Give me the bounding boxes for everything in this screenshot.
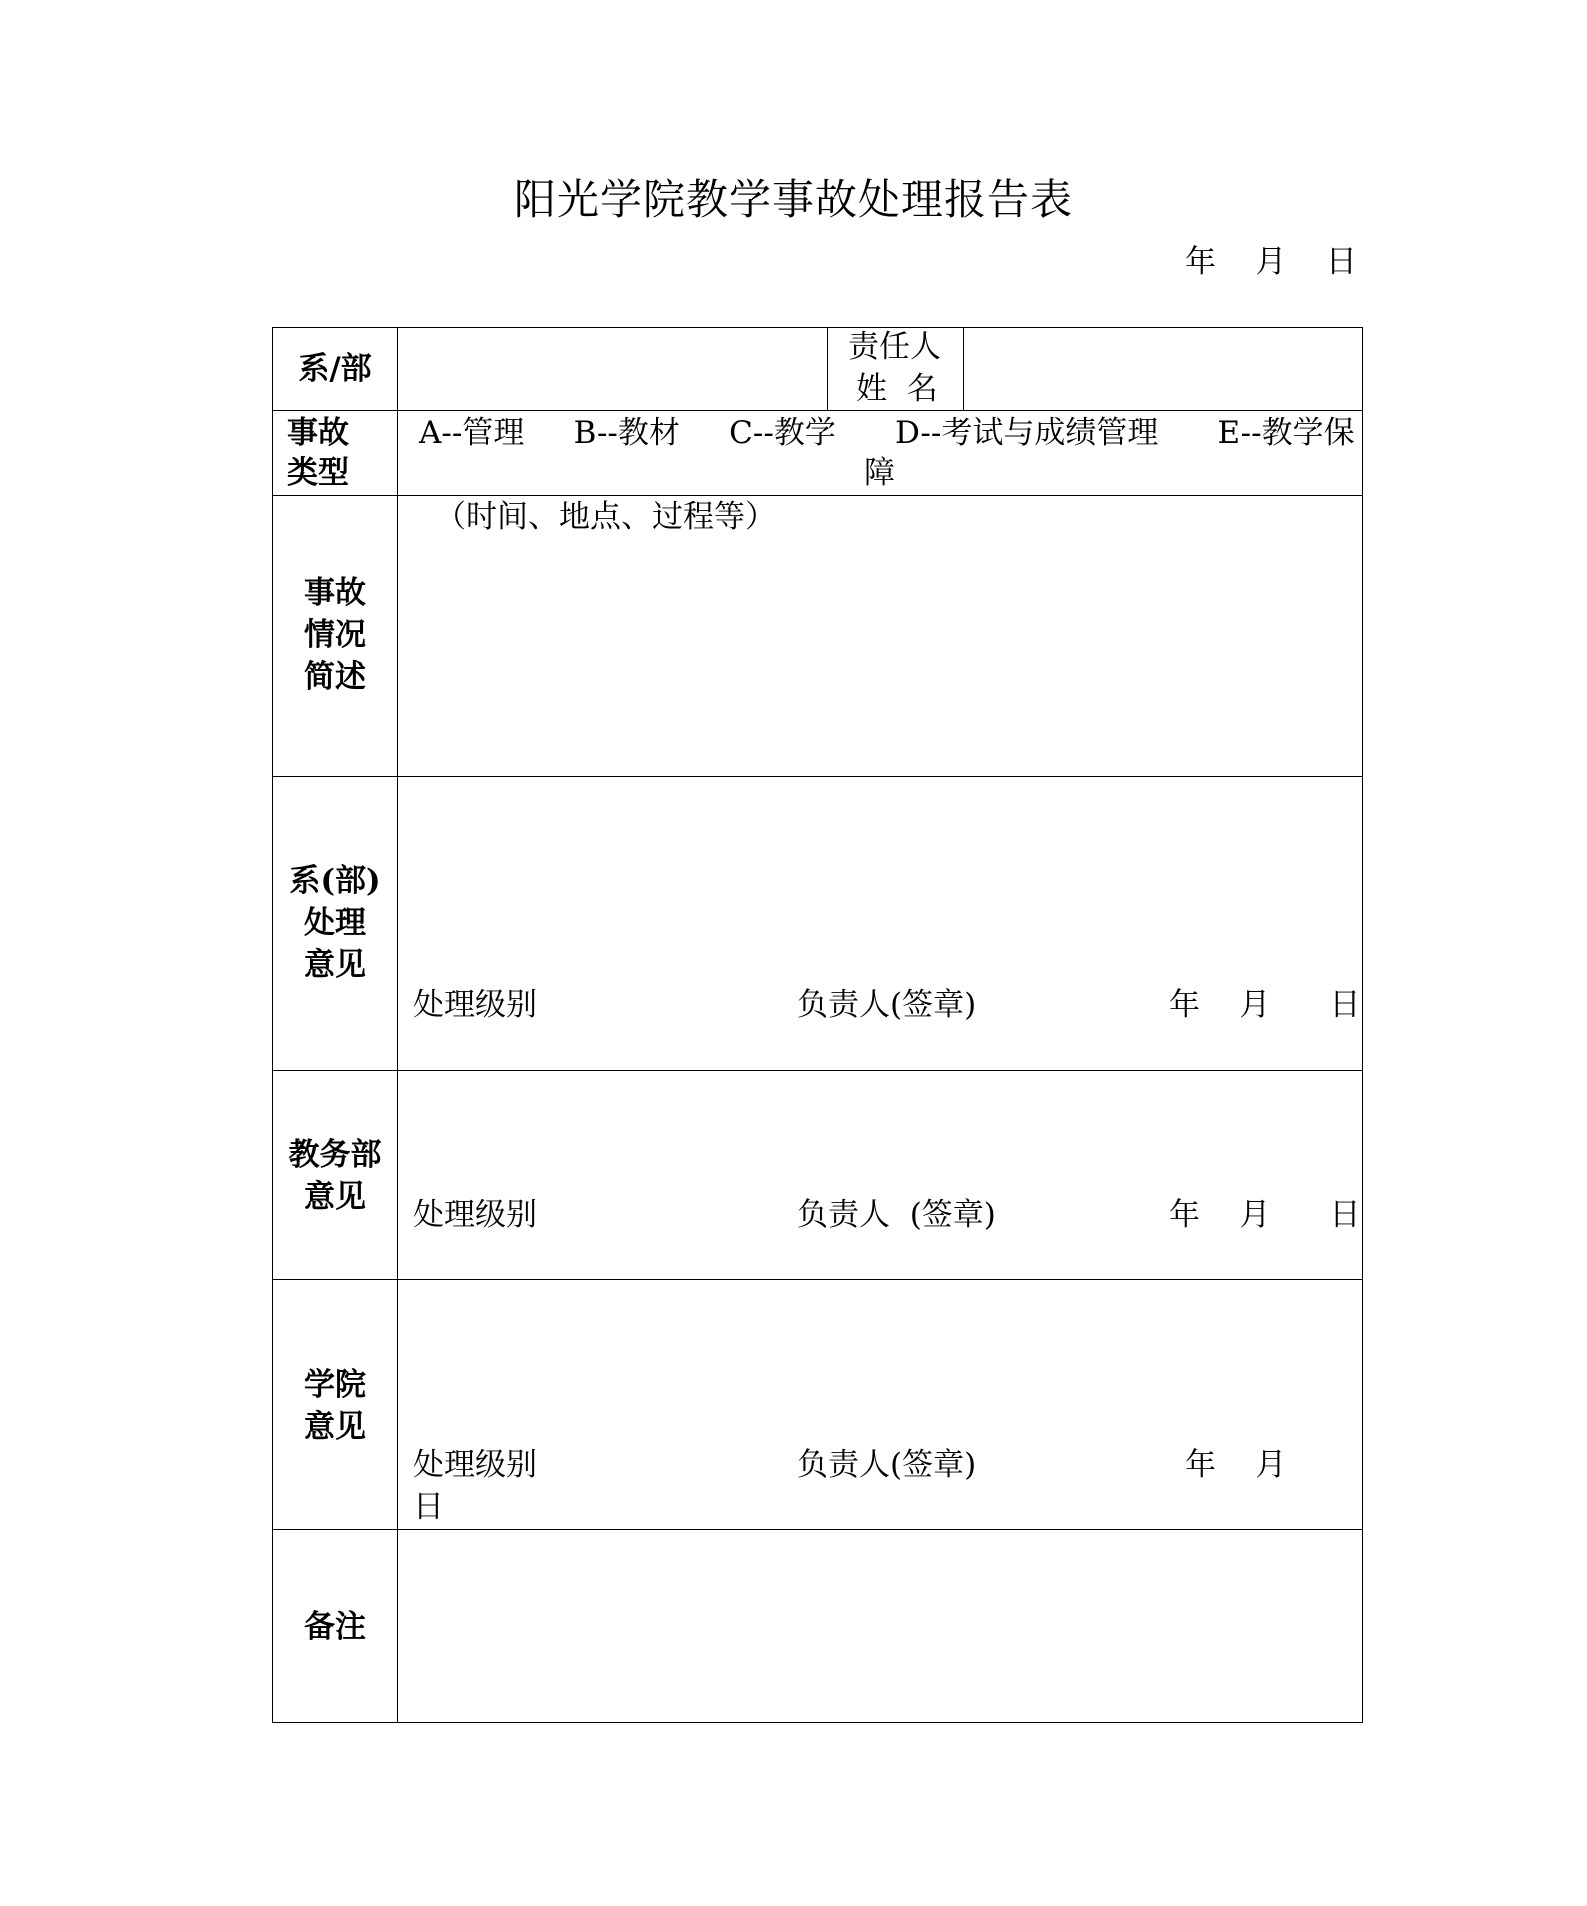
type-label-line2: 类型: [287, 455, 349, 491]
column-divider: [397, 328, 398, 1722]
page-title: 阳光学院教学事故处理报告表: [513, 175, 1073, 224]
type-label-line1: 事故: [287, 415, 349, 451]
report-date: 年 月 日: [1185, 244, 1357, 280]
dept-label: 系/部: [298, 351, 372, 387]
college-opinion-signer[interactable]: 负责人(签章): [797, 1447, 977, 1483]
dept-field[interactable]: [399, 328, 826, 409]
desc-hint[interactable]: （时间、地点、过程等）: [435, 499, 776, 535]
desc-label-line1: 事故: [304, 575, 366, 611]
row-divider: [273, 1279, 1362, 1280]
college-opinion-level[interactable]: 处理级别: [413, 1447, 537, 1483]
row-divider: [273, 1529, 1362, 1530]
row-divider: [273, 1070, 1362, 1071]
dept-opinion-label-line3: 意见: [304, 947, 366, 983]
person-label-line1: 责任人: [848, 329, 941, 365]
remarks-field[interactable]: [399, 1531, 1362, 1721]
person-name-field[interactable]: [965, 328, 1362, 409]
academic-opinion-level[interactable]: 处理级别: [413, 1197, 537, 1233]
academic-opinion-date[interactable]: 年 月 日: [1169, 1197, 1361, 1233]
dept-opinion-label-line2: 处理: [304, 905, 366, 941]
desc-label-line3: 简述: [304, 659, 366, 695]
academic-opinion-signer[interactable]: 负责人 (签章): [797, 1197, 996, 1233]
row-divider: [273, 776, 1362, 777]
row-divider: [273, 410, 1362, 411]
college-opinion-date[interactable]: 年 月: [1185, 1447, 1287, 1483]
desc-label-line2: 情况: [304, 617, 366, 653]
dept-opinion-signer[interactable]: 负责人(签章): [797, 987, 977, 1023]
academic-opinion-label-line1: 教务部: [288, 1137, 382, 1173]
column-divider: [963, 328, 964, 410]
type-options[interactable]: A--管理 B--教材 C--教学 D--考试与成绩管理 E--教学保: [419, 415, 1355, 451]
person-label-line2: 姓 名: [856, 371, 938, 407]
dept-opinion-date[interactable]: 年 月 日: [1169, 987, 1361, 1023]
college-opinion-date-day: 日: [413, 1489, 444, 1525]
remarks-label: 备注: [304, 1609, 366, 1645]
type-options-wrap: 障: [864, 455, 895, 491]
column-divider: [827, 328, 828, 410]
dept-opinion-label-line1: 系(部): [289, 863, 381, 899]
college-opinion-label-line2: 意见: [304, 1409, 366, 1445]
academic-opinion-label-line2: 意见: [304, 1179, 366, 1215]
dept-opinion-level[interactable]: 处理级别: [413, 987, 537, 1023]
college-opinion-label-line1: 学院: [304, 1367, 366, 1403]
report-form: [272, 327, 1363, 1723]
